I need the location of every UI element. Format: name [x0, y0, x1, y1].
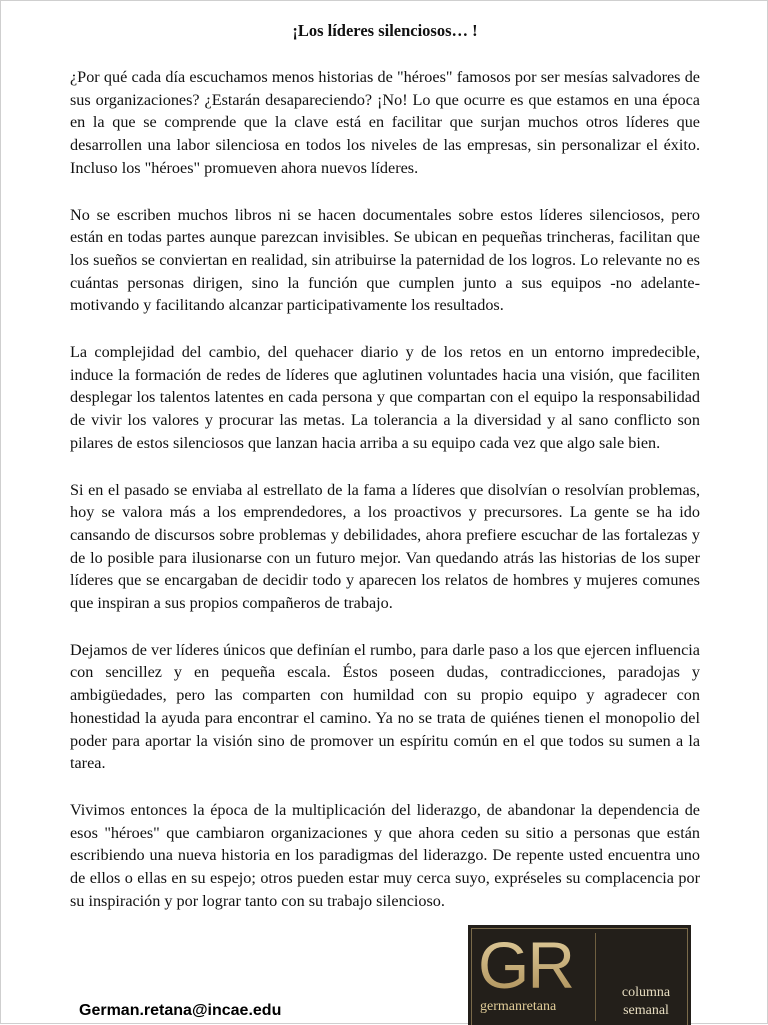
document-title: ¡Los líderes silenciosos… ! — [292, 21, 478, 40]
logo-column-label: columna — [621, 985, 671, 1000]
paragraph-1: ¿Por qué cada día escuchamos menos historias de "héroes" famosos por ser mesías salvadores de sus organizaciones? ¿Estarán desapareciendo? ¡No! Lo que ocurre es que estamos en una época en la que se comprende que la clave está en facilitar que surjan muchos otros líderes que desarrollen una labor silenciosa en todos los niveles de las empresas, sin personalizar el éxito. Incluso los "héroes" promueven ahora nuevos líderes. — [70, 68, 700, 177]
logo-weekly-label: semanal — [623, 1003, 669, 1018]
logo-name: germanretana — [480, 999, 557, 1014]
paragraph-6: Vivimos entonces la época de la multiplicación del liderazgo, de abandonar la dependencia de esos "héroes" que cambiaron organizaciones y que ahora ceden su sitio a personas que están escribiendo una nueva historia en los paradigmas del liderazgo. De repente usted encuentra uno de ellos o ellas en su espejo; otros pueden estar muy cerca suyo, expréseles su complacencia por su inspiración y por lograr tanto con su trabajo silencioso. — [70, 800, 700, 910]
logo-divider — [595, 933, 596, 1021]
paragraph-4: Si en el pasado se enviaba al estrellato de la fama a líderes que disolvían o resolvían problemas, hoy se valora más a los emprendedores, a los proactivos y precursores. La gente se ha ido cansando de discursos sobre problemas y debilidades, ahora prefiere escuchar de las fortalezas y de lo posible para ilusionarse con un futuro mejor. Van quedando atrás las historias de los super líderes que se encargaban de decidir todo y aparecen los relatos de hombres y mujeres comunes que inspiran a sus propios compañeros de trabajo. — [70, 480, 700, 613]
paragraph-2: No se escriben muchos libros ni se hacen documentales sobre estos líderes silenciosos, pero están en todas partes aunque parezcan invisibles. Se ubican en pequeñas trincheras, facilitan que los sueños se conviertan en realidad, sin atribuirse la paternidad de los logros. Lo relevante no es cuántas personas dirigen, sino la función que cumplen junto a sus equipos -no adelante- motivando y facilitando alcanzar participativamente los resultados. — [70, 205, 700, 315]
columna-semanal-logo — [468, 925, 691, 1025]
article-body — [70, 66, 700, 937]
paragraph-3: La complejidad del cambio, del quehacer diario y de los retos en un entorno impredecible, induce la formación de redes de líderes que aglutinen voluntades hacia una visión, que faciliten desplegar los talentos latentes en cada persona y que compartan con el equipo la responsabilidad de vivir los valores y procurar las metas. La tolerancia a la diversidad y al sano conflicto son pilares de estos silenciosos que lanzan hacia arriba a su equipo cada vez que algo sale bien. — [70, 343, 700, 452]
author-email[interactable]: German.retana@incae.edu — [79, 1002, 282, 1019]
logo-initials: GR — [478, 925, 573, 1005]
paragraph-5: Dejamos de ver líderes únicos que definían el rumbo, para darle paso a los que ejercen influencia con sencillez y en pequeña escala. Éstos poseen dudas, contradicciones, paradojas y ambigüedades, pero las comparten con humildad con su propio equipo y agradecer con honestidad la ayuda para encontrar el camino. Ya no se trata de quiénes tienen el monopolio del poder para aportar la visión sino de promover un espíritu común en el que todos su sumen a la tarea. — [70, 640, 700, 773]
